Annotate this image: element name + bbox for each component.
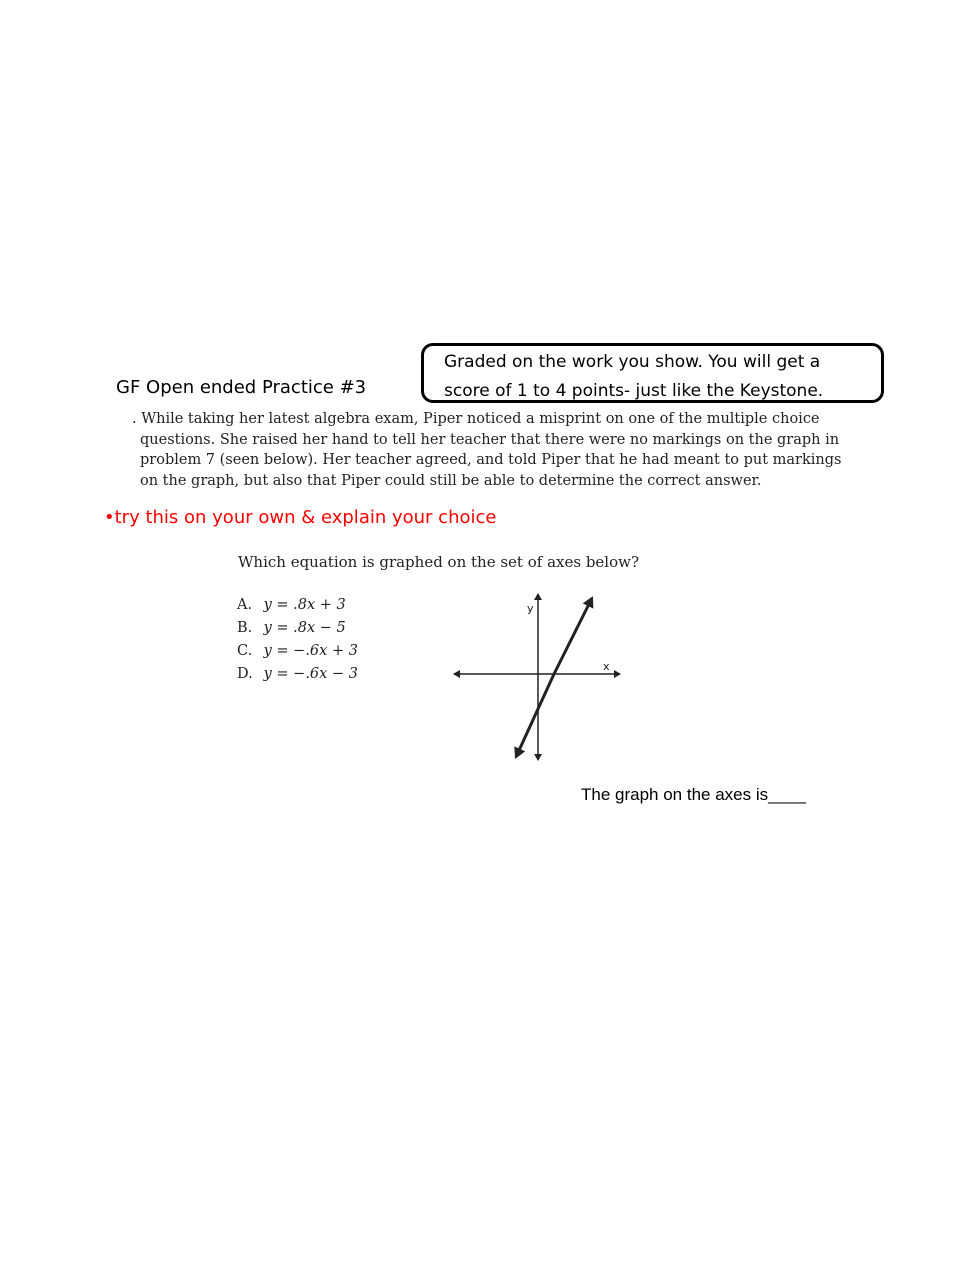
- choice-equation: y = .8x − 5: [263, 620, 346, 636]
- callout-line-2: score of 1 to 4 points- just like the Keystone.: [444, 381, 824, 401]
- choice-c: [237, 640, 358, 663]
- answer-prompt: The graph on the axes is____: [581, 785, 806, 804]
- answer-choices: [237, 594, 358, 686]
- choice-equation: y = .8x + 3: [263, 597, 346, 613]
- x-axis-label: x: [603, 660, 610, 673]
- problem-line: on the graph, but also that Piper could still be able to determine the correct answer.: [140, 472, 762, 489]
- problem-line: problem 7 (seen below). Her teacher agreed, and told Piper that he had meant to put markings: [140, 452, 842, 468]
- y-axis-label: y: [527, 602, 534, 615]
- choice-letter: D.: [237, 666, 253, 682]
- choice-a: [237, 594, 358, 617]
- choice-equation: y = −.6x + 3: [263, 643, 358, 659]
- choice-letter: C.: [237, 643, 253, 659]
- problem-line: . While taking her latest algebra exam, Piper noticed a misprint on one of the multiple choice: [132, 411, 820, 427]
- problem-line: questions. She raised her hand to tell her teacher that there were no markings on the graph in: [140, 431, 840, 448]
- choice-equation: y = −.6x − 3: [263, 666, 358, 682]
- choice-b: [237, 617, 358, 640]
- graphed-line: [554, 598, 592, 674]
- choice-letter: A.: [237, 597, 253, 613]
- question-text: Which equation is graphed on the set of axes below?: [238, 553, 640, 571]
- practice-title: GF Open ended Practice #3: [116, 377, 367, 398]
- problem-statement: [132, 409, 852, 491]
- grading-callout: [421, 343, 884, 403]
- choice-letter: B.: [237, 620, 253, 636]
- choice-d: [237, 663, 358, 686]
- graphed-line: [516, 674, 554, 757]
- callout-line-1: Graded on the work you show. You will get a: [444, 352, 821, 372]
- instruction-note: •try this on your own & explain your choice: [104, 507, 497, 528]
- coordinate-graph: [450, 590, 630, 765]
